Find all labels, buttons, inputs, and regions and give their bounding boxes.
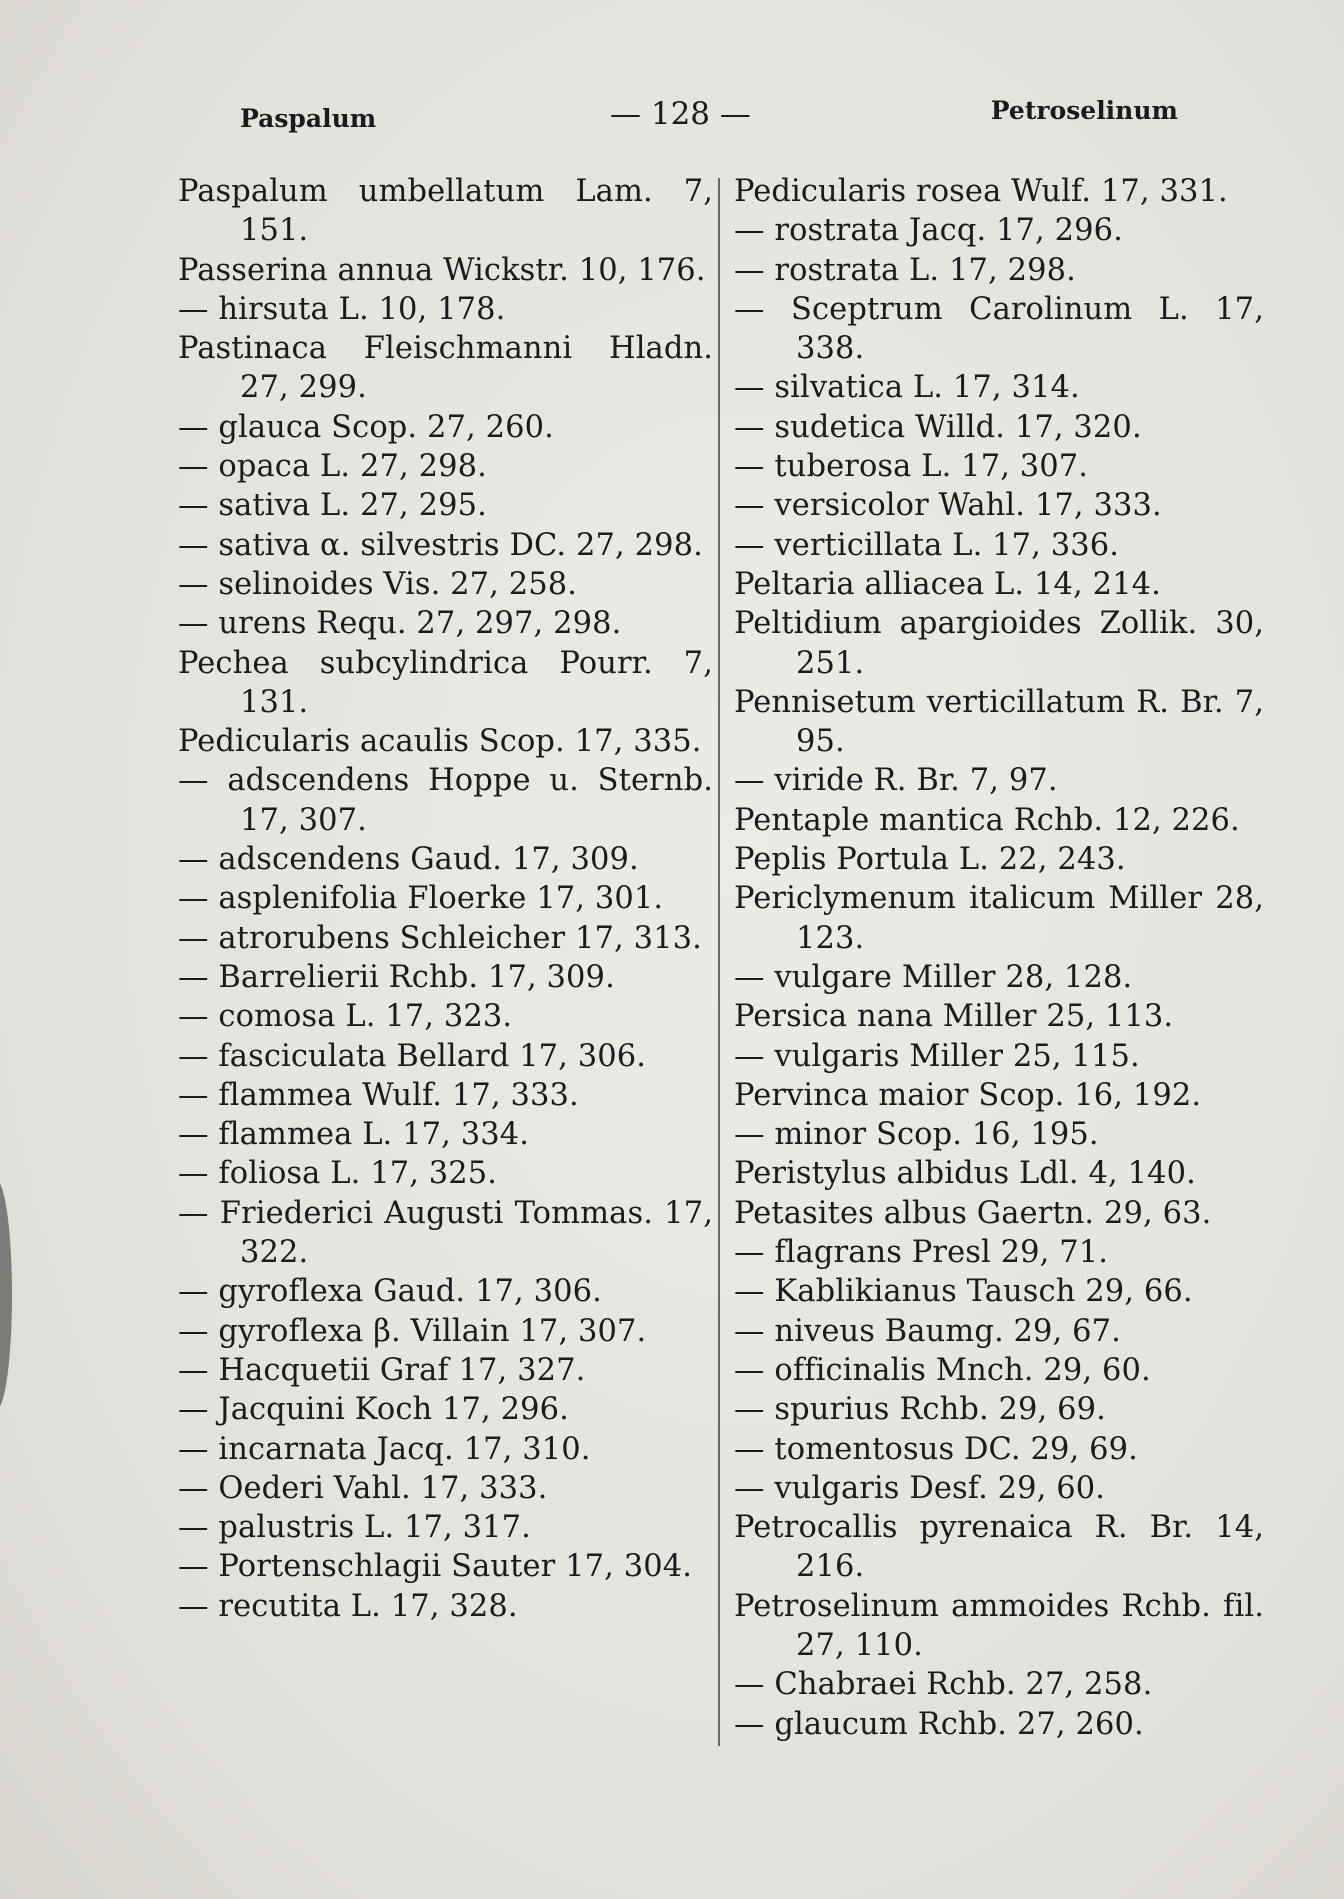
index-entry: Peplis Portula L. 22, 243. (734, 842, 1126, 878)
index-entry: — opaca L. 27, 298. (178, 449, 487, 485)
index-entry: Peristylus albidus Ldl. 4, 140. (734, 1156, 1196, 1192)
index-entry: Pedicularis rosea Wulf. 17, 331. (734, 174, 1228, 209)
index-entry: — flagrans Presl 29, 71. (734, 1235, 1109, 1271)
index-entry: — officinalis Mnch. 29, 60. (734, 1352, 1151, 1388)
index-entry: — spurius Rchb. 29, 69. (734, 1392, 1106, 1428)
index-entry: — gyroflexa β. Villain 17, 307. (178, 1313, 647, 1349)
index-entry: — sativa L. 27, 295. (178, 488, 487, 524)
index-entry: — Jacquini Koch 17, 296. (178, 1392, 569, 1428)
index-entry: — vulgaris Desf. 29, 60. (734, 1470, 1106, 1506)
index-entry: Pedicularis acaulis Scop. 17, 335. (178, 724, 702, 760)
index-entry: Peltaria alliacea L. 14, 214. (734, 566, 1161, 602)
index-entry: — glaucum Rchb. 27, 260. (734, 1706, 1144, 1742)
header-left-catchword: Paspalum (240, 104, 377, 133)
index-entry: — Kablikianus Tausch 29, 66. (734, 1274, 1193, 1310)
index-entry: — versicolor Wahl. 17, 333. (734, 488, 1162, 524)
index-entry: Pervinca maior Scop. 16, 192. (734, 1077, 1202, 1113)
index-entry: — gyroflexa Gaud. 17, 306. (178, 1274, 602, 1310)
index-entry: — atrorubens Schleicher 17, 313. (178, 920, 702, 956)
index-entry: Peltidium apargioides Zollik. 30, 251. (734, 606, 1264, 681)
index-entry: Pechea subcylindrica Pourr. 7, 131. (178, 645, 713, 720)
index-entry: Petasites albus Gaertn. 29, 63. (734, 1195, 1212, 1231)
index-entry: Pastinaca Fleischmanni Hladn. 27, 299. (178, 331, 713, 406)
page-number: — 128 — (610, 96, 751, 132)
index-entry: — vulgare Miller 28, 128. (734, 959, 1133, 995)
index-entry: — adscendens Hoppe u. Sternb. 17, 307. (178, 763, 713, 838)
index-entry: Pentaple mantica Rchb. 12, 226. (734, 802, 1240, 838)
index-entry: — Chabraei Rchb. 27, 258. (734, 1667, 1153, 1703)
index-entry: — fasciculata Bellard 17, 306. (178, 1038, 647, 1074)
index-entry: — flammea Wulf. 17, 333. (178, 1077, 579, 1113)
index-entry: — verticillata L. 17, 336. (734, 527, 1120, 563)
index-entry: — Barrelierii Rchb. 17, 309. (178, 959, 615, 995)
index-entry: — palustris L. 17, 317. (178, 1510, 531, 1546)
left-column (178, 172, 713, 1626)
index-entry: — recutita L. 17, 328. (178, 1588, 518, 1624)
index-entry: — niveus Baumg. 29, 67. (734, 1313, 1121, 1349)
index-entry: — Portenschlagii Sauter 17, 304. (178, 1549, 693, 1585)
index-entry: — foliosa L. 17, 325. (178, 1156, 498, 1192)
index-entry: Persica nana Miller 25, 113. (734, 999, 1174, 1035)
index-entry: — urens Requ. 27, 297, 298. (178, 606, 622, 642)
column-divider (718, 178, 720, 1746)
index-entry: — selinoides Vis. 27, 258. (178, 566, 578, 602)
index-entry: — Hacquetii Graf 17, 327. (178, 1352, 586, 1388)
header-right-catchword: Petroselinum (990, 96, 1178, 125)
index-entry: — flammea L. 17, 334. (178, 1117, 530, 1153)
index-entry: — tuberosa L. 17, 307. (734, 449, 1089, 485)
index-entry: — comosa L. 17, 323. (178, 999, 513, 1035)
index-entry: — adscendens Gaud. 17, 309. (178, 842, 639, 878)
page-edge-shadow (0, 1180, 12, 1410)
index-entry: — rostrata L. 17, 298. (734, 252, 1076, 288)
index-entry: — silvatica L. 17, 314. (734, 370, 1080, 406)
index-entry: Paspalum umbellatum Lam. 7, 151. (178, 174, 713, 249)
index-entry: — minor Scop. 16, 195. (734, 1117, 1099, 1153)
index-entry: — incarnata Jacq. 17, 310. (178, 1431, 591, 1467)
index-entry: Petrocallis pyrenaica R. Br. 14, 216. (734, 1510, 1264, 1585)
index-entry: — glauca Scop. 27, 260. (178, 409, 554, 445)
index-entry: Periclymenum italicum Miller 28, 123. (734, 881, 1264, 956)
right-column (734, 172, 1264, 1744)
index-entry: — vulgaris Miller 25, 115. (734, 1038, 1140, 1074)
index-entry: — hirsuta L. 10, 178. (178, 291, 506, 327)
index-entry: Pennisetum verticillatum R. Br. 7, 95. (734, 684, 1264, 760)
index-entry: — tomentosus DC. 29, 69. (734, 1431, 1138, 1467)
index-entry: — asplenifolia Floerke 17, 301. (178, 881, 664, 917)
index-entry: — Sceptrum Carolinum L. 17, 338. (734, 291, 1264, 367)
running-header (240, 96, 1178, 136)
index-entry: — sudetica Willd. 17, 320. (734, 409, 1142, 445)
index-entry: — Friederici Augusti Tommas. 17, 322. (178, 1195, 713, 1271)
index-entry: — rostrata Jacq. 17, 296. (734, 213, 1123, 249)
index-entry: — sativa α. silvestris DC. 27, 298. (178, 527, 703, 563)
index-entry: Petroselinum ammoides Rchb. fil. 27, 110. (734, 1588, 1264, 1663)
index-entry: — viride R. Br. 7, 97. (734, 763, 1058, 799)
index-entry: Passerina annua Wickstr. 10, 176. (178, 252, 706, 288)
index-entry: — Oederi Vahl. 17, 333. (178, 1470, 548, 1506)
